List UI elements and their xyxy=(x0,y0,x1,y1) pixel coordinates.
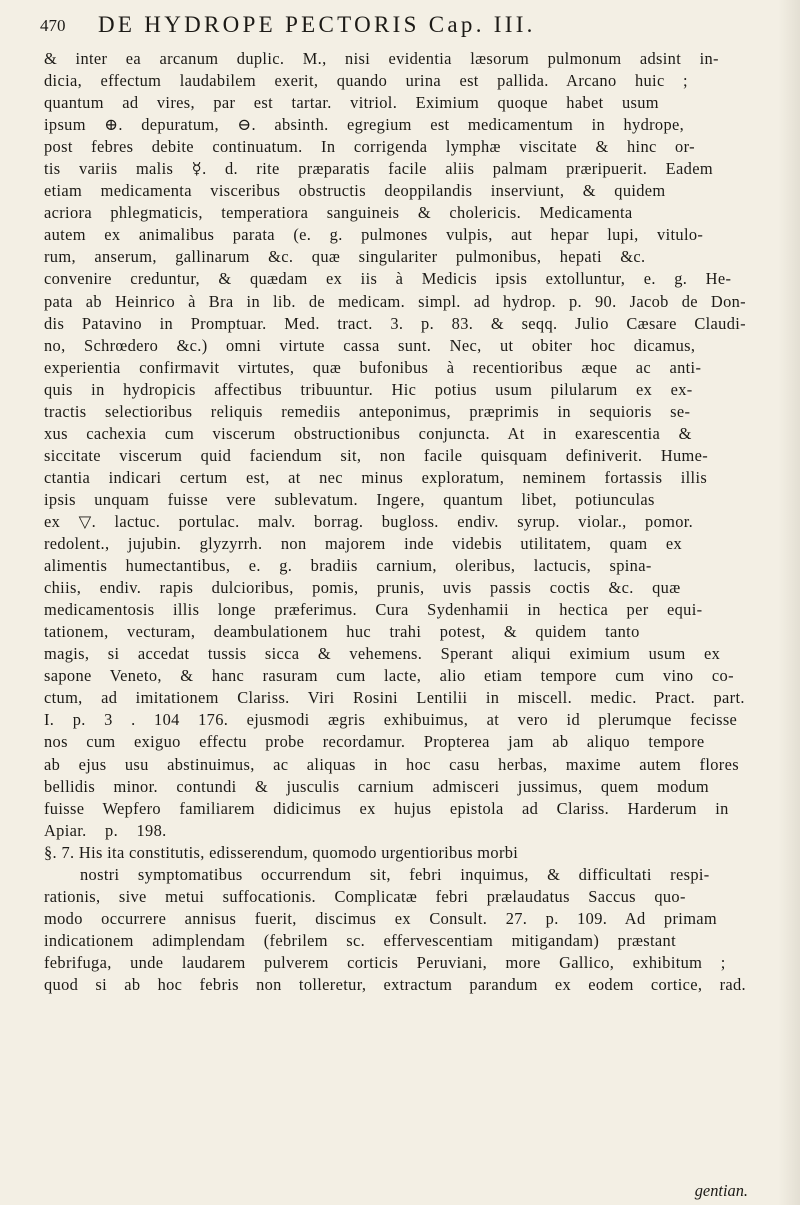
text-line: quantum ad vires, par est tartar. vitriol. Eximium quoque habet usum xyxy=(44,93,659,113)
running-title: DE HYDROPE PECTORIS Cap. III. xyxy=(98,12,536,37)
text-line: I. p. 3 . 104 176. ejusmodi ægris exhibuimus, at vero id plerumque fecisse xyxy=(44,710,738,730)
text-line: bellidis minor. contundi & jusculis carnium admisceri jussimus, quem modum xyxy=(44,776,709,796)
text-line: §. 7. His ita constitutis, edisserendum, quomodo urgentioribus morbi xyxy=(44,842,519,862)
text-line: autem ex animalibus parata (e. g. pulmones vulpis, aut hepar lupi, vitulo- xyxy=(44,225,704,245)
text-line: & inter ea arcanum duplic. M., nisi evidentia læsorum pulmonum adsint in- xyxy=(44,49,719,68)
text-line: experientia confirmavit virtutes, quæ bufonibus à recentioribus æque ac anti- xyxy=(44,357,702,377)
text-line: dis Patavino in Promptuar. Med. tract. 3. p. 83. & seqq. Julio Cæsare Claudi- xyxy=(44,313,746,333)
text-line: no, Schrœdero &c.) omni virtute cassa sunt. Nec, ut obiter hoc dicamus, xyxy=(44,335,696,355)
text-line: chiis, endiv. rapis dulcioribus, pomis, prunis, uvis passis coctis &c. quæ xyxy=(44,578,681,598)
text-line: redolent., jujubin. glyzyrrh. non majorem inde videbis utilitatem, quam ex xyxy=(44,534,683,554)
text-line: magis, si accedat tussis sicca & vehemens. Sperant aliqui eximium usum ex xyxy=(44,644,721,664)
text-line: tractis selectioribus reliquis remediis anteponimus, præprimis in sequioris se- xyxy=(44,401,691,421)
text-line: sapone Veneto, & hanc rasuram cum lacte, alio etiam tempore cum vino co- xyxy=(44,666,734,686)
catchword: gentian. xyxy=(694,1181,748,1200)
text-line: etiam medicamenta visceribus obstructis deoppilandis inserviunt, & quidem xyxy=(44,181,666,201)
text-line: febrifuga, unde laudarem pulverem corticis Peruviani, more Gallico, exhibitum ; xyxy=(44,952,726,972)
text-line: ipsum ⊕. depuratum, ⊖. absinth. egregium est medicamentum in hydrope, xyxy=(44,115,685,135)
text-line: xus cachexia cum viscerum obstructionibus conjuncta. At in exarescentia & xyxy=(44,423,692,443)
text-line: quod si ab hoc febris non tolleretur, extractum parandum ex eodem cortice, rad. xyxy=(44,974,746,994)
text-line: medicamentosis illis longe præferimus. Cura Sydenhamii in hectica per equi- xyxy=(44,600,703,620)
text-line: rationis, sive metui suffocationis. Complicatæ febri prælaudatus Saccus quo- xyxy=(44,886,686,906)
text-line: ab ejus usu abstinuimus, ac aliquas in hoc casu herbas, maxime autem flores xyxy=(44,754,739,774)
body-text xyxy=(44,48,746,996)
text-line: ctum, ad imitationem Clariss. Viri Rosini Lentilii in miscell. medic. Pract. part. xyxy=(44,688,745,708)
text-line: post febres debite continuatum. In corrigenda lymphæ viscitate & hinc or- xyxy=(44,137,695,157)
text-line: rum, anserum, gallinarum &c. quæ singulariter pulmonibus, hepati &c. xyxy=(44,247,646,267)
text-line: pata ab Heinrico à Bra in lib. de medicam. simpl. ad hydrop. p. 90. Jacob de Don- xyxy=(44,291,746,311)
text-line: ex ▽. lactuc. portulac. malv. borrag. bugloss. endiv. syrup. violar., pomor. xyxy=(44,511,694,531)
text-line: Apiar. p. 198. xyxy=(44,820,167,840)
text-line: ctantia indicari certum est, at nec minus exploratum, neminem fortassis illis xyxy=(44,467,708,487)
text-line: acriora phlegmaticis, temperatiora sanguineis & cholericis. Medicamenta xyxy=(44,203,633,223)
text-line: tis variis malis ☿. d. rite præparatis facile aliis palmam præripuerit. Eadem xyxy=(44,159,713,179)
text-line: siccitate viscerum quid faciendum sit, non facile quisquam definiverit. Hume- xyxy=(44,445,709,465)
text-line: nostri symptomatibus occurrendum sit, febri inquimus, & difficultati respi- xyxy=(80,864,710,884)
running-head xyxy=(40,12,740,42)
text-line: ipsis unquam fuisse vere sublevatum. Ingere, quantum libet, potiunculas xyxy=(44,489,655,509)
text-line: dicia, effectum laudabilem exerit, quando urina est pallida. Arcano huic ; xyxy=(44,71,688,91)
text-line: alimentis humectantibus, e. g. bradiis carnium, oleribus, lactucis, spina- xyxy=(44,556,652,576)
text-line: tationem, vecturam, deambulationem huc trahi potest, & quidem tanto xyxy=(44,622,640,642)
text-line: fuisse Wepfero familiarem didicimus ex hujus epistola ad Clariss. Harderum in xyxy=(44,798,729,818)
page-number: 470 xyxy=(40,16,66,35)
text-line: quis in hydropicis affectibus tribuuntur. Hic potius usum pilularum ex ex- xyxy=(44,379,693,399)
text-line: nos cum exiguo effectu probe recordamur. Propterea jam ab aliquo tempore xyxy=(44,732,705,752)
text-line: convenire creduntur, & quædam ex iis à Medicis ipsis extolluntur, e. g. He- xyxy=(44,269,732,289)
text-line: indicationem adimplendam (febrilem sc. effervescentiam mitigandam) præstant xyxy=(44,930,676,950)
text-line: modo occurrere annisus fuerit, discimus ex Consult. 27. p. 109. Ad primam xyxy=(44,908,718,928)
